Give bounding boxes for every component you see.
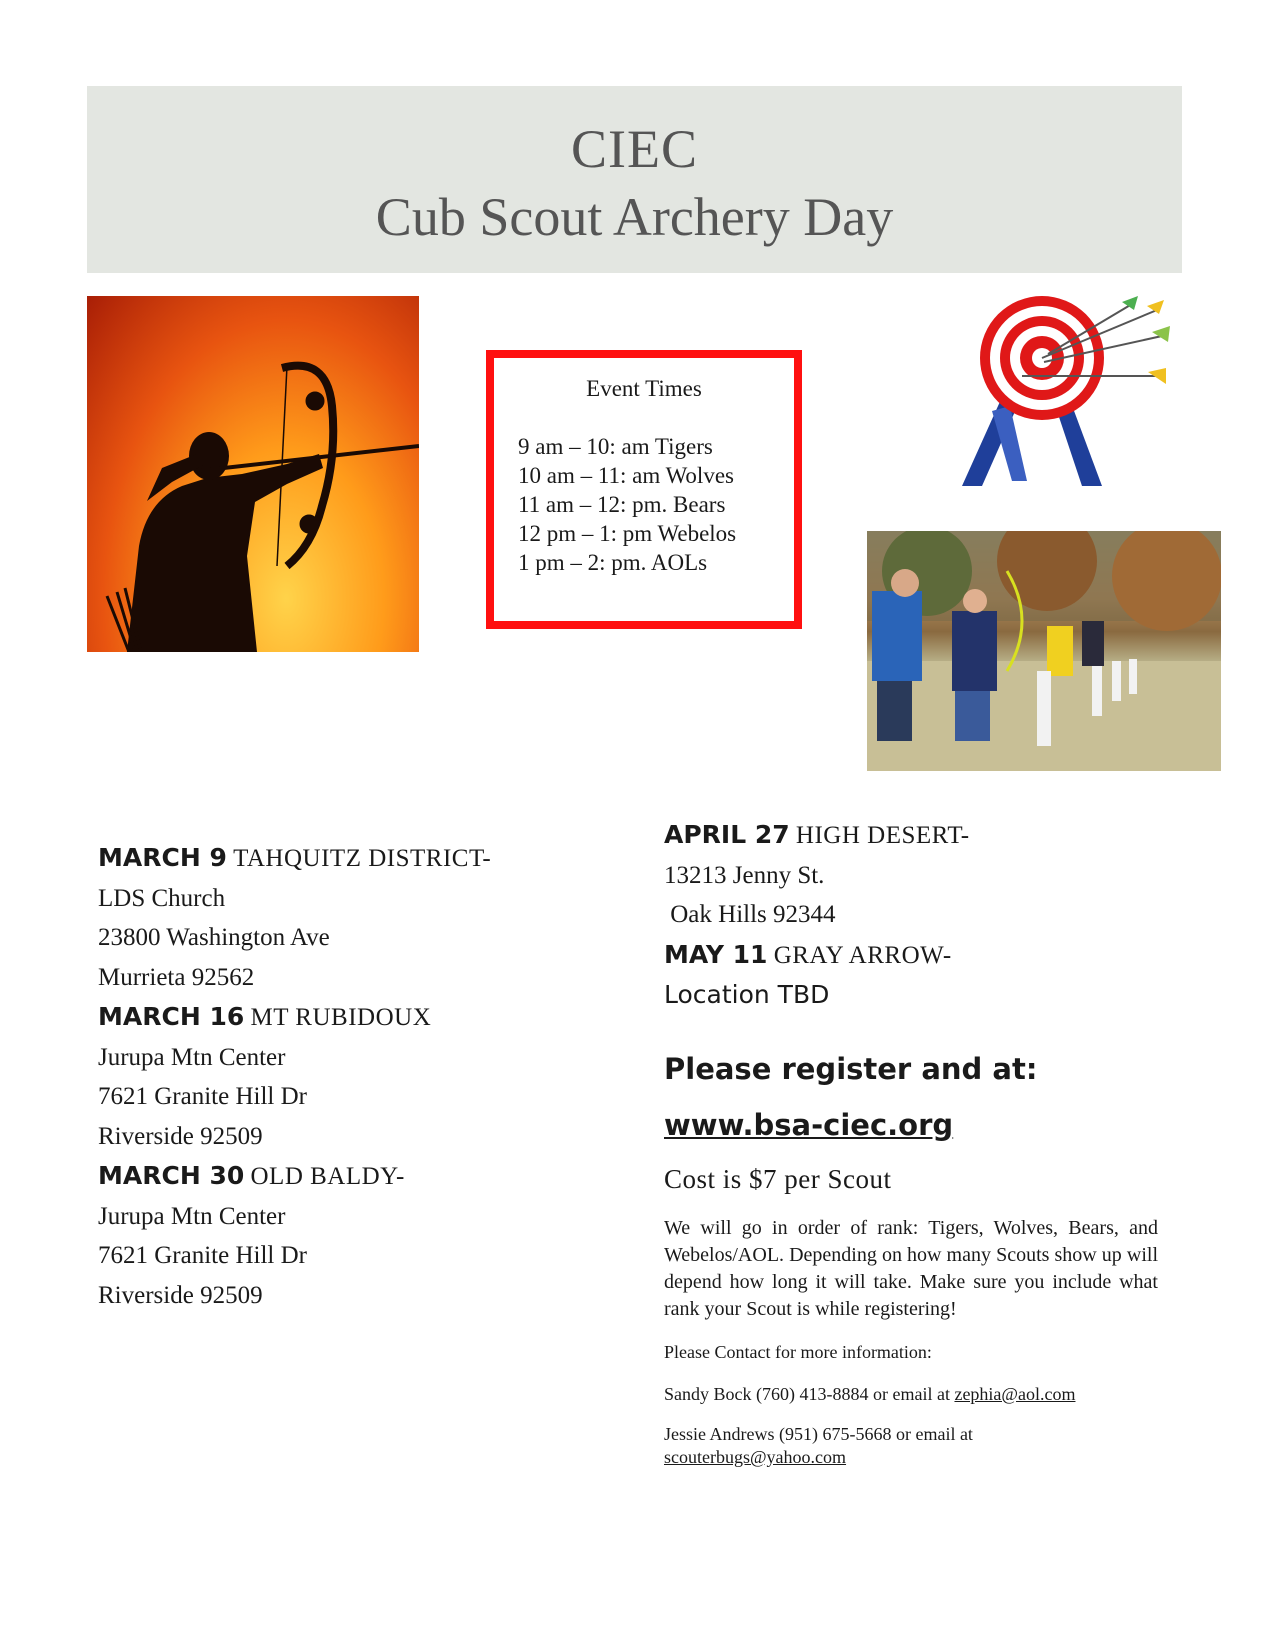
event-date: MARCH 9 — [98, 843, 227, 872]
event-time-item: 10 am – 11: am Wolves — [518, 463, 734, 488]
address-line: Jurupa Mtn Center — [98, 1043, 286, 1071]
address-line: Oak Hills 92344 — [664, 901, 836, 928]
contact-sandy — [664, 1384, 1075, 1405]
address-line: Location TBD — [664, 980, 830, 1009]
event-date: MARCH 16 — [98, 1002, 245, 1031]
contact-person: Sandy Bock (760) 413-8884 or email at — [664, 1384, 955, 1404]
event-date: APRIL 27 — [664, 820, 790, 849]
event-location: MT RUBIDOUX — [250, 1004, 432, 1031]
website-link[interactable]: www.bsa-ciec.org — [664, 1108, 954, 1142]
event-date: MARCH 30 — [98, 1161, 245, 1190]
event-location: HIGH DESERT- — [795, 822, 970, 849]
address-line: Jurupa Mtn Center — [98, 1202, 286, 1230]
event-header — [664, 935, 1184, 976]
event-location: OLD BALDY- — [250, 1163, 405, 1190]
cost-text: Cost is $7 per Scout — [664, 1164, 892, 1194]
address-line: LDS Church — [98, 884, 226, 912]
address-line: 23800 Washington Ave — [98, 924, 330, 951]
event-header — [664, 815, 1184, 856]
event-times-title: Event Times — [586, 376, 702, 401]
event-header — [98, 997, 618, 1038]
address-line: 13213 Jenny St. — [664, 861, 825, 889]
header-banner — [87, 86, 1182, 273]
right-events-column — [664, 815, 1184, 1015]
event-times-list — [518, 432, 736, 577]
header-title-ciec: CIEC — [570, 119, 698, 179]
archery-target-image — [952, 296, 1182, 496]
register-text: Please register and at: — [664, 1052, 1038, 1086]
left-events-column — [98, 838, 618, 1315]
archer-silhouette-image — [87, 296, 419, 652]
address-line: Riverside 92509 — [98, 1281, 263, 1309]
scouts-field-photo — [867, 531, 1221, 771]
event-date: MAY 11 — [664, 939, 768, 969]
header-title-event: Cub Scout Archery Day — [375, 187, 894, 247]
address-line: Riverside 92509 — [98, 1122, 263, 1150]
event-header — [98, 1156, 618, 1197]
email-link[interactable]: zephia@aol.com — [954, 1384, 1076, 1404]
event-location: TAHQUITZ DISTRICT- — [233, 845, 492, 872]
order-note: We will go in order of rank: Tigers, Wolves, Bears, and Webelos/AOL. Depending on how many Scouts show up will depend how long it will take. Make sure you include what rank your Scout is while registering! — [664, 1217, 1158, 1320]
contact-jessie-email — [664, 1447, 846, 1468]
event-location: GRAY ARROW- — [773, 941, 952, 969]
email-link[interactable]: scouterbugs@yahoo.com — [664, 1447, 847, 1467]
event-time-item: 12 pm – 1: pm Webelos — [518, 521, 737, 546]
event-header — [98, 838, 618, 879]
event-time-item: 9 am – 10: am Tigers — [518, 434, 713, 459]
contact-jessie: Jessie Andrews (951) 675-5668 or email at — [664, 1424, 973, 1444]
event-time-item: 1 pm – 2: pm. AOLs — [518, 550, 708, 575]
address-line: Murrieta 92562 — [98, 963, 255, 991]
address-line: 7621 Granite Hill Dr — [98, 1083, 307, 1110]
event-time-item: 11 am – 12: pm. Bears — [518, 492, 726, 517]
event-times-box — [486, 350, 802, 629]
address-line: 7621 Granite Hill Dr — [98, 1242, 307, 1269]
contact-intro: Please Contact for more information: — [664, 1342, 932, 1362]
